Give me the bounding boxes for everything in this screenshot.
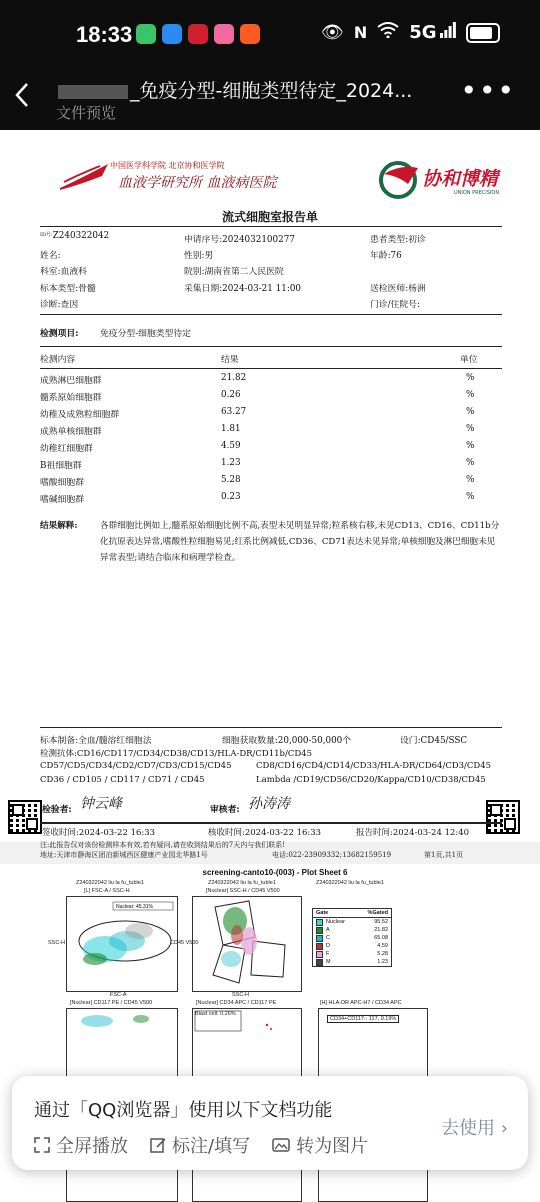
row-name: 幼稚红细胞群 [40,444,93,454]
institute-logo-icon [58,162,110,192]
divider [40,822,502,824]
plot2-ylabel: CD45 V500 [170,940,199,946]
legend-pct: 5.28 [377,951,388,957]
logo-text-line1: 中国医学科学院 北京协和医学院 [110,161,225,170]
test-item-value: 免疫分型-细胞类型待定 [100,329,191,339]
scatter-plot-cd117-cd45 [66,1008,178,1080]
collect-date: 采集日期:2024-03-21 11:00 [184,284,302,294]
institute-logo [58,160,288,196]
legend-swatch [316,935,323,942]
convert-image-label: 转为图片 [296,1136,369,1157]
document-subtitle: 文件预览 [56,104,117,122]
document-title-text: _免疫分型-细胞类型待定_2024... [130,80,413,102]
row-unit: % [466,441,475,451]
row-name: B祖细胞群 [40,461,82,471]
nuclear-gate-label: Nuclear: 45.31% [116,904,153,910]
table-row [40,441,500,455]
qr-code-left [8,800,42,834]
annotate-option[interactable] [150,1132,250,1158]
apply-number: 申请序号:2024032100277 [184,235,295,245]
scatter-plot-cd34-cd117 [192,1008,302,1080]
divider [40,368,502,369]
antibody-panel-5: Lambda /CD19/CD56/CD20/Kappa/CD10/CD38/CD45 [256,775,486,785]
report-time: 报告时间:2024-03-24 12:40 [356,828,470,838]
row-name: 嗜酸细胞群 [40,478,84,488]
row-unit: % [466,424,475,434]
clock: 18:33 [76,22,133,47]
edit-icon [150,1137,166,1153]
outpatient-number: 门诊/住院号: [370,300,420,310]
row-unit: % [466,390,475,400]
row-unit: % [466,373,475,383]
row-value: 21.82 [221,373,247,383]
row-value: 63.27 [221,407,247,417]
reviewer-signature: 孙涛涛 [248,796,290,812]
legend-name: M [326,959,331,965]
row-value: 1.23 [221,458,241,468]
legend-pct: 4.59 [377,943,388,949]
patient-age: 年龄:76 [370,251,402,261]
logo-right-text: 协和博精 [422,168,499,190]
legend-name: Nuclear [326,919,345,925]
row-name: 成熟单核细胞群 [40,427,102,437]
banner-title: 通过「QQ浏览器」使用以下文档功能 [34,1100,333,1121]
image-icon [272,1137,290,1153]
banner-options [34,1132,368,1158]
go-use-button[interactable] [441,1114,508,1140]
table-row [40,373,500,387]
diagnosis: 诊断:查因 [40,300,79,310]
network-type: 5G [409,22,437,43]
plot2-specimen: Z240322042 liu la fu_tuble1 [208,880,276,886]
row-name: 嗜碱细胞群 [40,495,84,505]
antibody-label: 检测抗体: [40,749,77,759]
blast-gate-label: Blast cell: 0.26% [195,1011,236,1017]
plot2-xlabel: SSC-H [232,992,250,998]
scatter-plot-fsc-ssc [66,896,178,992]
plot1-specimen: Z240322042 liu la fu_tuble1 [76,880,144,886]
notification-icons [136,24,260,44]
union-precision-logo-icon [378,160,422,200]
document-viewer[interactable] [0,130,540,1200]
legend-name: F [326,951,330,957]
app-notification-icon [240,24,260,44]
id-field [40,231,109,241]
app-notification-icon [188,24,208,44]
legend-swatch [316,959,323,966]
plot1-label: [L] FSC-A / SSC-H [84,888,130,894]
app-notification-icon [136,24,156,44]
document-title [58,76,468,103]
table-row [40,424,500,438]
antibody-panel-3: CD8/CD16/CD4/CD14/CD33/HLA-DR/CD64/CD3/CD45 [256,761,492,771]
row-name: 成熟淋巴细胞群 [40,376,102,386]
plot1-ylabel: SSC-H [48,940,66,946]
patient-type: 患者类型:初诊 [370,235,426,245]
legend-name: C [326,935,330,941]
app-notification-icon [162,24,182,44]
gating: 设门:CD45/SSC [400,736,468,746]
plot5-label: [Nuclear] CD34 APC / CD117 PE [196,1000,277,1006]
divider [40,727,502,728]
sample-type: 标本类型:骨髓 [40,284,96,294]
convert-image-option[interactable] [272,1132,368,1158]
antibody-panel-4: CD36 / CD105 / CD117 / CD71 / CD45 [40,775,205,785]
plot2-label: [Nuclear] SSC-H / CD45 V500 [206,888,280,894]
id-value: Z240322042 [52,231,110,241]
row-value: 0.26 [221,390,241,400]
wifi-icon [377,22,399,43]
back-button[interactable] [14,82,30,115]
row-unit: % [466,492,475,502]
more-options-button[interactable]: ••• [460,74,516,107]
legend-header-gate: Gate [316,910,329,916]
status-icons [321,22,500,43]
fullscreen-play-label: 全屏播放 [56,1136,128,1157]
antibody-panel-2: CD57/CD5/CD34/CD2/CD7/CD3/CD15/CD45 [40,761,232,771]
expand-icon [34,1137,50,1153]
row-value: 4.59 [221,441,241,451]
col-content-header: 检测内容 [40,355,76,365]
logo-right-subtext: UNION PRECISION [454,190,500,196]
phone-text: 电话:022-23909332;13682159519 [272,851,392,859]
patient-name: 姓名: [40,251,61,261]
go-use-label: 去使用 [441,1118,496,1139]
test-item-label: 检测项目: [40,329,79,339]
legend-row [313,918,391,926]
address-text: 地址:天津市静海区团泊新城西区健康产业园北华路1号 [40,851,208,859]
legend-row [313,958,391,966]
legend-row [313,934,391,942]
legend-row [313,926,391,934]
legend-pct: 1.23 [377,959,388,965]
row-unit: % [466,475,475,485]
table-row [40,475,500,489]
legend-swatch [316,927,323,934]
legend-header [313,909,391,918]
note-text: 注:此报告仅对该份检测样本有效,若有疑问,请在收到结果后的7天内与我们联系! [40,841,286,849]
qq-browser-banner[interactable] [12,1076,528,1170]
legend-row [313,950,391,958]
col-unit-header: 单位 [460,355,478,365]
interpretation-label: 结果解释: [40,521,78,531]
footer-note [40,840,500,860]
examiner-label: 检验者: [42,805,72,815]
row-value: 0.23 [221,492,241,502]
report-page [0,130,540,842]
divider [40,346,502,347]
plot1-xlabel: FSC-A [110,992,127,998]
chevron-right-icon: › [500,1118,508,1139]
row-value: 1.81 [221,424,241,434]
annotate-label: 标注/填写 [172,1136,251,1157]
row-unit: % [466,407,475,417]
divider [40,314,502,315]
col-result-header: 结果 [221,355,239,365]
divider [40,226,502,227]
antibody-panel-1: CD16/CD117/CD34/CD38/CD13/HLA-DR/CD11b/CD45 [76,749,312,759]
department: 科室:血液科 [40,267,87,277]
back-arrow-icon [14,82,30,108]
plot6-label: [H] HLA-DR APC-H7 / CD34 APC [320,1000,402,1006]
table-row [40,492,500,506]
row-unit: % [466,458,475,468]
legend-swatch [316,919,323,926]
gate-legend-table [312,908,392,967]
status-bar [0,0,540,72]
legend-row [313,942,391,950]
id-label: ID号: [40,232,53,238]
table-row [40,458,500,472]
table-row [40,407,500,421]
interpretation [40,518,500,566]
fullscreen-play-option[interactable] [34,1132,128,1158]
table-row [40,390,500,404]
referring-doctor: 送检医师:杨洲 [370,284,426,294]
interpretation-text: 各群细胞比例如上,髓系原始细胞比例不高,表型未见明显异常;粒系核右移,未见CD13、CD16、CD11b分化抗原表达异常,嗜酸性粒细胞易见;红系比例减低,CD36、CD71表达未见异常;单核细胞及淋巴细胞未见异常表型;请结合临床和病理学检查。 [100,521,500,563]
examiner-signature: 钟云峰 [80,796,122,812]
legend-pct: 65.08 [374,935,388,941]
legend-swatch [316,951,323,958]
row-name: 幼稚及成熟粒细胞群 [40,410,120,420]
report-title: 流式细胞室报告单 [221,210,318,224]
signal-icon [409,22,456,43]
battery-icon [466,23,500,43]
reviewer-label: 审核者: [210,805,240,815]
plot-sheet-title: screening-canto10-(003) - Plot Sheet 6 [202,868,348,877]
legend-pct: 21.82 [374,927,388,933]
app-notification-icon [214,24,234,44]
legend-name: A [326,927,330,933]
scatter-plot-hladr-cd34 [318,1008,428,1080]
legend-name: D [326,943,330,949]
redacted-name [58,85,128,99]
sample-prep: 标本制备:全血/髓溶红细胞法 [40,736,152,746]
union-precision-logo [378,160,518,200]
patient-sex: 性别:男 [184,251,214,261]
plot3-specimen: Z240322042 liu la fu_tuble1 [316,880,384,886]
check-time: 核收时间:2024-03-22 16:33 [208,828,322,838]
hospital: 院别:湖南省第二人民医院 [184,267,284,277]
plot4-label: [Nuclear] CD117 PE / CD45 V500 [70,1000,153,1006]
results-table-header [40,352,500,366]
row-value: 5.28 [221,475,241,485]
sign-time: 签收时间:2024-03-22 16:33 [42,828,156,838]
page-info: 第1页,共1页 [424,851,464,859]
legend-header-pct: %Gated [367,910,388,916]
cd34-gate-label: CD34+CD117-: 117, 0.19% [327,1015,399,1023]
scatter-plot-ssc-cd45 [192,896,302,992]
antibody-line1 [40,747,312,759]
legend-swatch [316,943,323,950]
title-bar [0,72,540,130]
row-name: 髓系原始细胞群 [40,393,102,403]
eye-icon: 👁 [320,22,344,43]
cells-acquired: 细胞获取数量:20,000-50,000个 [222,736,352,746]
nfc-icon: N [353,23,368,42]
qr-code-right [486,800,520,834]
legend-pct: 95.52 [374,919,388,925]
logo-text-line2: 血液学研究所 血液病医院 [118,175,277,191]
